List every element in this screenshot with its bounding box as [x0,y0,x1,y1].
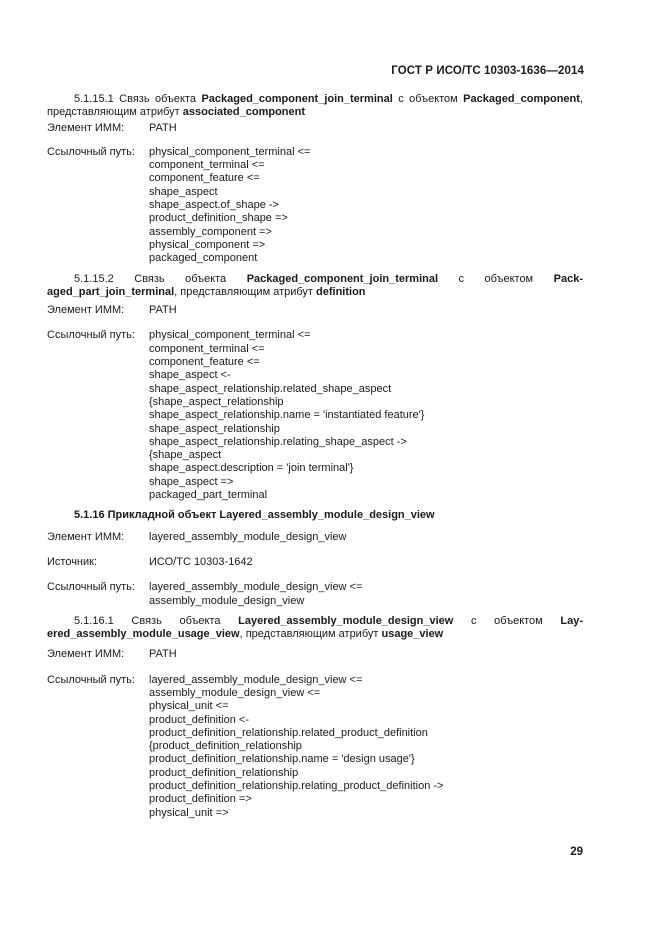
imm-element-label: Элемент ИММ: [47,648,125,661]
reference-path-line: product_definition_shape => [149,212,288,225]
bold-term: Lay- [560,614,583,627]
reference-path-line: product_definition_relationship [149,766,299,779]
reference-path-line: {shape_aspect [149,449,222,462]
section-paragraph-line1 [47,615,583,628]
standard-header: ГОСТ Р ИСО/ТС 10303-1636—2014 [391,65,584,77]
reference-path-line: packaged_component [149,252,258,265]
section-5-1-15-1 [47,93,583,266]
source-row [47,556,583,569]
page-content [47,93,583,820]
reference-path-line: product_definition_relationship.related_product_definition [149,726,428,739]
reference-path-lines [149,329,583,502]
reference-path-line: product_definition => [149,793,252,806]
reference-path-line: shape_aspect <- [149,369,231,382]
reference-path-line: shape_aspect.description = 'join terminal'} [149,462,354,475]
reference-path-row [47,146,583,266]
reference-path-line: product_definition_relationship.name = 'design usage'} [149,753,415,766]
page-number: 29 [570,846,583,858]
bold-term: ered_assembly_module_usage_view [47,628,240,641]
bold-term: Packaged_component [463,93,580,105]
reference-path-line: physical_component => [149,238,266,251]
reference-path-line: component_feature <= [149,356,260,369]
text-run: 5.1.16.1 Связь объекта [74,614,239,627]
section-paragraph-line1 [47,273,583,286]
reference-path-line: product_definition_relationship.relating_product_definition -> [149,780,444,793]
text-run: с объектом [392,93,464,105]
reference-path-line: component_terminal <= [149,159,265,172]
section-5-1-16-1 [47,615,583,820]
imm-element-row [47,304,583,317]
reference-path-line: shape_aspect.of_shape -> [149,199,279,212]
section-5-1-16 [47,509,583,607]
imm-element-row [47,648,583,661]
reference-path-line: {shape_aspect_relationship [149,395,284,408]
bold-term: definition [316,285,366,298]
reference-path-line: assembly_component => [149,225,272,238]
text-run: , представляющим атрибут [239,628,382,641]
reference-path-label: Ссылочный путь: [47,581,135,594]
reference-path-row [47,581,583,608]
reference-path-line: component_terminal <= [149,342,265,355]
reference-path-line: product_definition <- [149,713,249,726]
reference-path-line: physical_unit <= [149,700,229,713]
bold-term: associated_component [182,106,306,119]
reference-path-line: {product_definition_relationship [149,740,302,753]
reference-path-lines [149,146,583,266]
reference-path-line: shape_aspect_relationship.related_shape_aspect [149,382,392,395]
reference-path-line: packaged_part_terminal [149,489,268,502]
imm-element-row [47,122,583,135]
bold-term: Packaged_component_join_terminal [201,93,393,105]
imm-element-value: PATH [149,648,177,661]
reference-path-line: physical_component_terminal <= [149,145,311,158]
reference-path-line: physical_component_terminal <= [149,329,311,342]
section-5-1-15-2 [47,273,583,503]
text-run: с объектом [453,614,561,627]
reference-path-label: Ссылочный путь: [47,329,135,342]
bold-term: aged_part_join_terminal [47,285,175,298]
reference-path-lines [149,674,583,820]
reference-path-line: assembly_module_design_view <= [149,686,321,699]
reference-path-line: shape_aspect_relationship.name = 'instantiated feature'} [149,409,425,422]
reference-path-label: Ссылочный путь: [47,145,135,158]
section-paragraph-line2 [47,286,583,299]
text-run: с объектом [438,272,554,285]
bold-term: Layered_assembly_module_design_view [238,614,454,627]
imm-element-value: PATH [149,304,177,317]
reference-path-lines [149,581,583,608]
imm-element-row [47,531,583,544]
section-paragraph-line2 [47,628,583,641]
imm-element-value: PATH [149,121,177,134]
bold-term: Packaged_component_join_terminal [246,272,439,285]
reference-path-line: shape_aspect [149,185,218,198]
section-paragraph-line2 [47,106,583,119]
section-paragraph-line1 [47,93,583,106]
text-run: 5.1.15.2 Связь объекта [74,272,247,285]
reference-path-row [47,329,583,502]
source-label: Источник: [47,555,98,568]
reference-path-line: shape_aspect_relationship [149,422,280,435]
object-heading: 5.1.16 Прикладной объект Layered_assembly_module_design_view [74,509,435,522]
bold-term: usage_view [381,628,444,641]
bold-term: Pack- [553,272,583,285]
text-run: , [579,93,583,105]
reference-path-line: component_feature <= [149,172,260,185]
imm-element-label: Элемент ИММ: [47,121,125,134]
reference-path-line: shape_aspect_relationship.relating_shape_aspect -> [149,435,407,448]
reference-path-row [47,674,583,820]
imm-element-label: Элемент ИММ: [47,530,125,543]
imm-element-label: Элемент ИММ: [47,304,125,317]
text-run: , представляющим атрибут [174,285,317,298]
text-run: представляющим атрибут [47,106,183,119]
reference-path-line: physical_unit => [149,806,229,819]
text-run: 5.1.15.1 Связь объекта [74,93,202,105]
reference-path-line: shape_aspect => [149,475,234,488]
reference-path-line: layered_assembly_module_design_view <= [149,581,363,594]
source-value: ИСО/ТС 10303-1642 [149,555,253,568]
imm-element-value: layered_assembly_module_design_view [149,530,347,543]
reference-path-label: Ссылочный путь: [47,673,135,686]
reference-path-line: layered_assembly_module_design_view <= [149,673,363,686]
reference-path-line: assembly_module_design_view [149,594,305,607]
